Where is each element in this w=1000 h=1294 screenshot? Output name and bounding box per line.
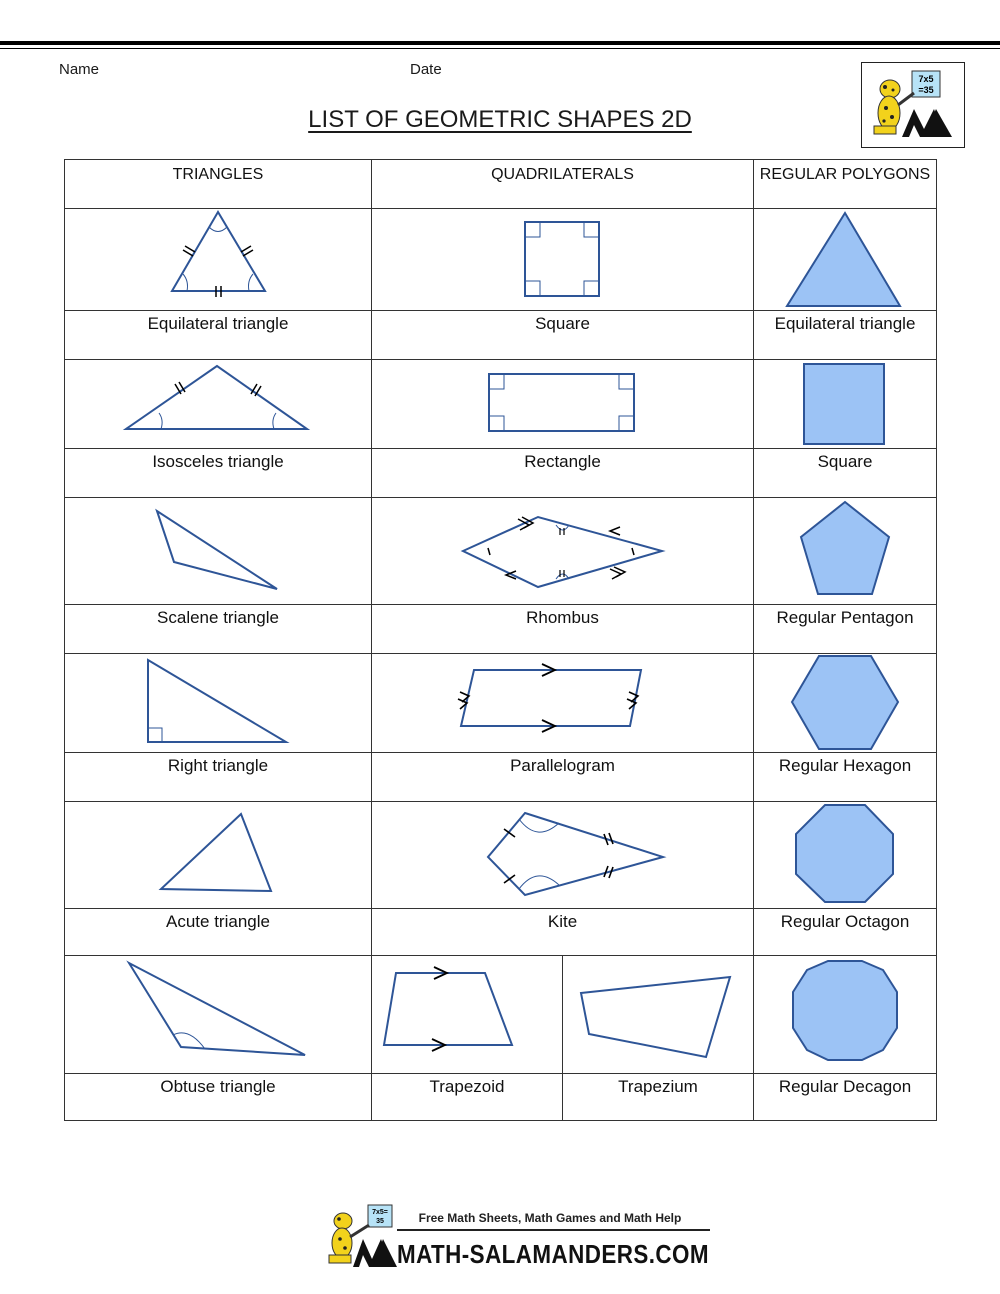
caption-trapezium: Trapezium <box>563 1074 754 1121</box>
caption-isosceles-triangle: Isosceles triangle <box>65 449 372 498</box>
top-rule-thin <box>0 48 1000 49</box>
caption-regular-equilateral-triangle: Equilateral triangle <box>754 311 937 360</box>
figure-rectangle <box>372 360 754 449</box>
footer-tagline: Free Math Sheets, Math Games and Math Help <box>418 1211 682 1225</box>
figure-row-5 <box>65 802 937 909</box>
figure-square <box>372 209 754 311</box>
logo-board-line2: =35 <box>918 85 934 95</box>
figure-regular-hexagon <box>754 654 937 753</box>
figure-row-3 <box>65 498 937 605</box>
figure-parallelogram <box>372 654 754 753</box>
figure-row-2 <box>65 360 937 449</box>
figure-trapezium <box>563 956 754 1074</box>
top-rule-thick <box>0 41 1000 45</box>
caption-rectangle: Rectangle <box>372 449 754 498</box>
figure-regular-pentagon <box>754 498 937 605</box>
caption-right-triangle: Right triangle <box>65 753 372 802</box>
figure-row-6 <box>65 956 937 1074</box>
figure-regular-decagon <box>754 956 937 1074</box>
salamander-logo <box>861 62 965 148</box>
caption-regular-octagon: Regular Octagon <box>754 909 937 956</box>
footer-board-line2: 35 <box>376 1218 384 1225</box>
figure-row-4 <box>65 654 937 753</box>
figure-right-triangle <box>65 654 372 753</box>
col-header-triangles: TRIANGLES <box>65 160 372 209</box>
caption-trapezoid: Trapezoid <box>372 1074 563 1121</box>
caption-regular-pentagon: Regular Pentagon <box>754 605 937 654</box>
caption-row-5 <box>65 909 937 956</box>
col-header-quadrilaterals: QUADRILATERALS <box>372 160 754 209</box>
caption-equilateral-triangle: Equilateral triangle <box>65 311 372 360</box>
caption-regular-square: Square <box>754 449 937 498</box>
caption-regular-hexagon: Regular Hexagon <box>754 753 937 802</box>
col-header-regular-polygons: REGULAR POLYGONS <box>754 160 937 209</box>
figure-trapezoid <box>372 956 563 1074</box>
caption-obtuse-triangle: Obtuse triangle <box>65 1074 372 1121</box>
figure-regular-square <box>754 360 937 449</box>
header-row <box>65 160 937 209</box>
figure-regular-octagon <box>754 802 937 909</box>
caption-parallelogram: Parallelogram <box>372 753 754 802</box>
figure-acute-triangle <box>65 802 372 909</box>
figure-obtuse-triangle <box>65 956 372 1074</box>
figure-row-1 <box>65 209 937 311</box>
caption-row-3 <box>65 605 937 654</box>
page-title: LIST OF GEOMETRIC SHAPES 2D <box>308 106 692 133</box>
name-label: Name <box>59 61 100 78</box>
figure-scalene-triangle <box>65 498 372 605</box>
figure-isosceles-triangle <box>65 360 372 449</box>
shapes-table <box>64 159 937 1121</box>
caption-acute-triangle: Acute triangle <box>65 909 372 956</box>
footer-logo <box>325 1203 715 1271</box>
caption-row-4 <box>65 753 937 802</box>
footer-site-name: MATH-SALAMANDERS.COM <box>397 1239 709 1269</box>
logo-board-line1: 7x5 <box>918 74 934 84</box>
date-label: Date <box>410 61 442 78</box>
figure-rhombus <box>372 498 754 605</box>
caption-row-6 <box>65 1074 937 1121</box>
figure-equilateral-triangle <box>65 209 372 311</box>
footer-board-line1: 7x5= <box>372 1209 388 1216</box>
caption-scalene-triangle: Scalene triangle <box>65 605 372 654</box>
caption-kite: Kite <box>372 909 754 956</box>
caption-rhombus: Rhombus <box>372 605 754 654</box>
caption-regular-decagon: Regular Decagon <box>754 1074 937 1121</box>
caption-square: Square <box>372 311 754 360</box>
figure-regular-triangle <box>754 209 937 311</box>
caption-row-1 <box>65 311 937 360</box>
caption-row-2 <box>65 449 937 498</box>
figure-kite <box>372 802 754 909</box>
